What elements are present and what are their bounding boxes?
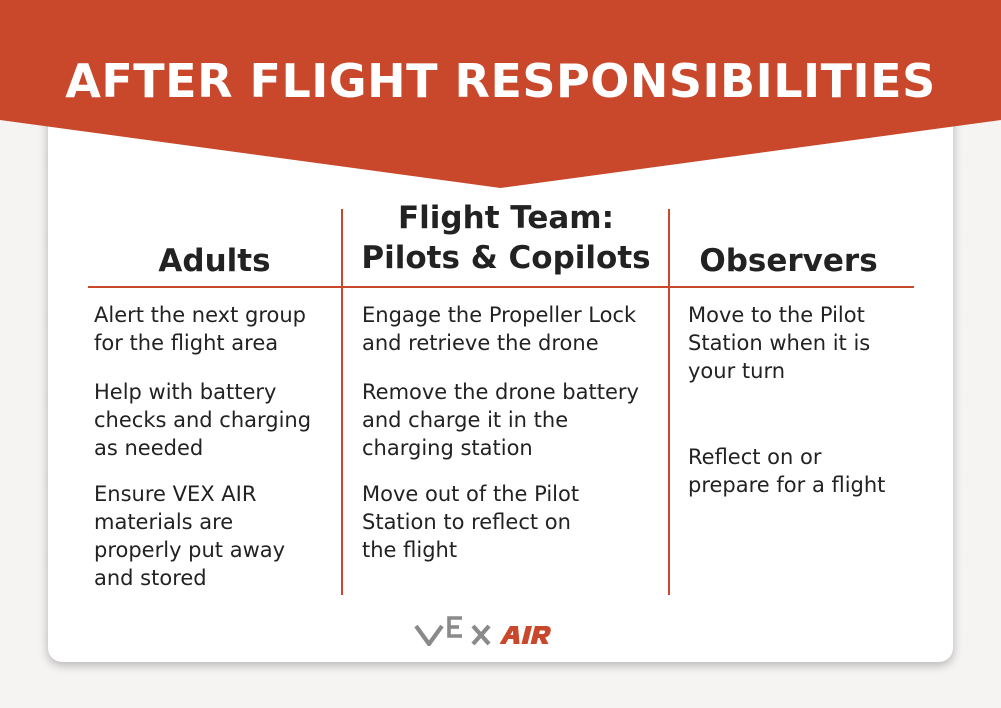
flight-team-item-3-line: Move out of the Pilot <box>362 482 580 506</box>
flight-team-item-1-line: and retrieve the drone <box>362 331 599 355</box>
column-divider-2 <box>668 209 670 595</box>
vex-logo-mark <box>416 618 489 644</box>
flight-team-item-2-line: and charge it in the <box>362 408 569 432</box>
flight-team-item-1-line: Engage the Propeller Lock <box>362 303 637 327</box>
page-title: AFTER FLIGHT RESPONSIBILITIES <box>65 54 936 108</box>
flight-team-item-3-line: the flight <box>362 538 458 562</box>
observers-item-1-line: Station when it is <box>688 331 871 355</box>
adults-item-3-line: Ensure VEX AIR <box>94 482 257 506</box>
flight-team-item-2-line: charging station <box>362 436 533 460</box>
observers-item-2 <box>688 443 885 499</box>
flight-team-item-2-line: Remove the drone battery <box>362 380 639 404</box>
column-heading-flight-team-line-2: Pilots & Copilots <box>361 240 651 276</box>
adults-item-1-line: Alert the next group <box>94 303 306 327</box>
observers-item-1-line: Move to the Pilot <box>688 303 865 327</box>
adults-item-3-line: and stored <box>94 566 207 590</box>
column-heading-flight-team <box>343 198 669 278</box>
adults-item-2-line: as needed <box>94 436 204 460</box>
column-divider-1 <box>341 209 343 595</box>
column-heading-observers: Observers <box>699 243 878 279</box>
column-heading-adults: Adults <box>158 243 271 279</box>
observers-item-2-line: Reflect on or <box>688 445 822 469</box>
observers-item-1-line: your turn <box>688 359 786 383</box>
observers-item-2-line: prepare for a flight <box>688 473 886 497</box>
adults-item-1 <box>94 301 306 357</box>
adults-item-2-line: checks and charging <box>94 408 312 432</box>
air-logo-mark <box>500 626 553 644</box>
adults-item-3-line: properly put away <box>94 538 286 562</box>
adults-item-3-line: materials are <box>94 510 234 534</box>
adults-item-1-line: for the flight area <box>94 331 279 355</box>
column-heading-flight-team-line-1: Flight Team: <box>398 200 614 236</box>
flight-team-item-3-line: Station to reflect on <box>362 510 571 534</box>
observers-item-1 <box>688 301 870 385</box>
flight-team-item-3 <box>362 480 579 564</box>
header-divider <box>88 286 914 288</box>
flight-team-item-2 <box>362 378 639 462</box>
adults-item-2-line: Help with battery <box>94 380 277 404</box>
flight-team-item-1 <box>362 301 636 357</box>
vex-air-logo <box>413 614 593 646</box>
adults-item-2 <box>94 378 311 462</box>
adults-item-3 <box>94 480 285 592</box>
